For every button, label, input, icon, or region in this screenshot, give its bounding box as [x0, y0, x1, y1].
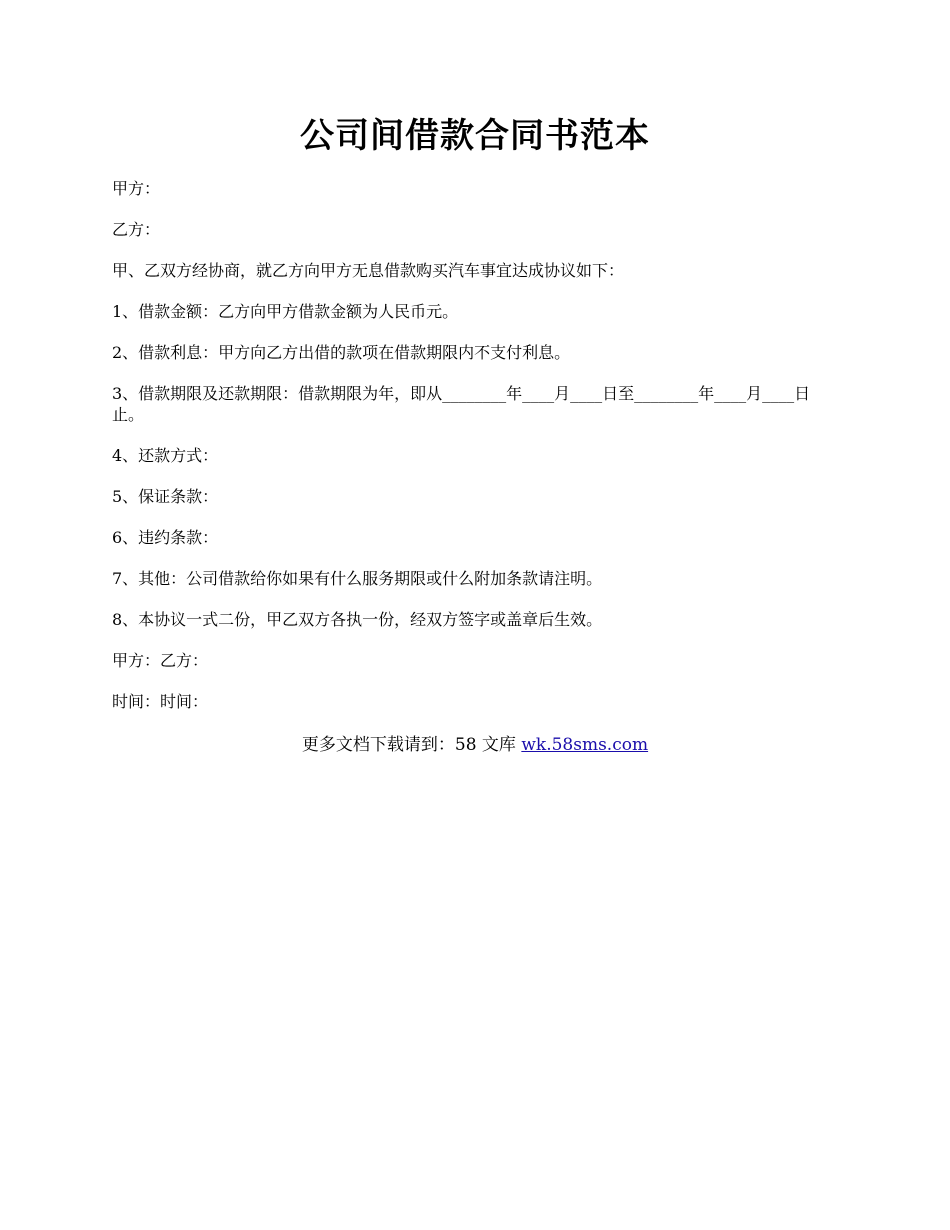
clause-copies: 8、本协议一式二份，甲乙双方各执一份，经双方签字或盖章后生效。	[112, 610, 603, 629]
clause-loan-amount: 1、借款金额：乙方向甲方借款金额为人民币元。	[112, 302, 459, 321]
download-footer	[0, 734, 950, 756]
clause-breach: 6、违约条款：	[112, 528, 219, 547]
clause-loan-term: 3、借款期限及还款期限：借款期限为年，即从________年____月____日至________年____月____日止。	[112, 384, 811, 424]
clause-loan-interest: 2、借款利息：甲方向乙方出借的款项在借款期限内不支付利息。	[112, 343, 571, 362]
document-title: 公司间借款合同书范本	[300, 116, 650, 156]
party-b-line: 乙方：	[112, 220, 161, 239]
clause-repayment-method: 4、还款方式：	[112, 446, 219, 465]
clause-other: 7、其他：公司借款给你如果有什么服务期限或什么附加条款请注明。	[112, 569, 603, 588]
date-line: 时间：时间：	[112, 692, 209, 711]
signature-line: 甲方：乙方：	[112, 651, 209, 670]
footer-text: 更多文档下载请到：58 文库	[301, 735, 522, 755]
agreement-intro: 甲、乙双方经协商，就乙方向甲方无息借款购买汽车事宜达成协议如下：	[112, 261, 625, 280]
footer-link[interactable]: wk.58sms.com	[521, 735, 649, 755]
document-body	[112, 178, 840, 732]
party-a-line: 甲方：	[112, 179, 161, 198]
clause-guarantee: 5、保证条款：	[112, 487, 219, 506]
